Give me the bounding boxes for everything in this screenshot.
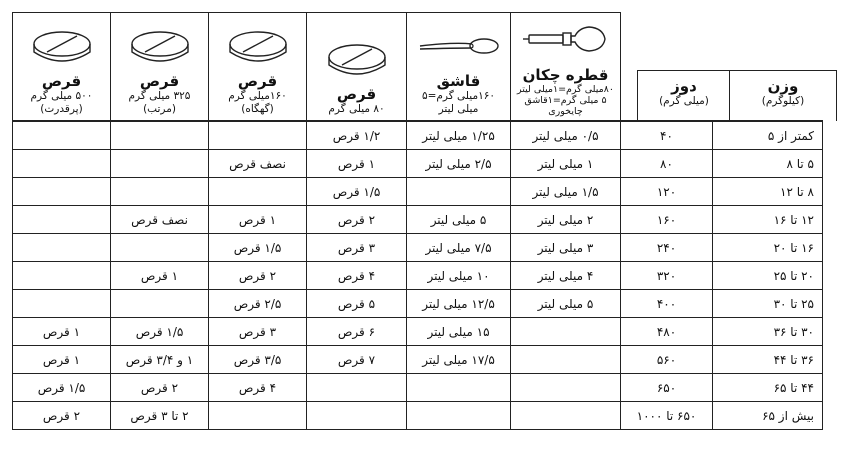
cell-tab80 xyxy=(307,374,407,402)
cell-dose: ۱۲۰ xyxy=(621,178,713,206)
cell-spoon: ۵ میلی لیتر xyxy=(407,206,511,234)
cell-dose: ۶۵۰ xyxy=(621,374,713,402)
cell-weight: ۳۰ تا ۳۶ xyxy=(713,318,823,346)
cell-dose: ۴۸۰ xyxy=(621,318,713,346)
cell-drops: ۱/۵ میلی لیتر xyxy=(511,178,621,206)
cell-weight: ۳۶ تا ۴۴ xyxy=(713,346,823,374)
table-row xyxy=(13,290,823,318)
cell-spoon: ۷/۵ میلی لیتر xyxy=(407,234,511,262)
table-row xyxy=(13,346,823,374)
table-row xyxy=(13,262,823,290)
spoon-sub2: میلی لیتر xyxy=(438,103,479,115)
cell-tab325 xyxy=(111,234,209,262)
cell-tab500: ۱ قرص xyxy=(13,318,111,346)
cell-dose: ۲۴۰ xyxy=(621,234,713,262)
cell-tab80: ۱ قرص xyxy=(307,150,407,178)
cell-weight: کمتر از ۵ xyxy=(713,122,823,150)
cell-tab80: ۷ قرص xyxy=(307,346,407,374)
cell-tab80: ۶ قرص xyxy=(307,318,407,346)
spoon-icon xyxy=(407,22,510,68)
tablet-icon xyxy=(111,22,208,68)
cell-drops: ۱ میلی لیتر xyxy=(511,150,621,178)
cell-spoon: ۱/۲۵ میلی لیتر xyxy=(407,122,511,150)
cell-tab325: ۲ قرص xyxy=(111,374,209,402)
cell-dose: ۳۲۰ xyxy=(621,262,713,290)
cell-drops: ۲ میلی لیتر xyxy=(511,206,621,234)
drops-title: قطره چکان xyxy=(522,66,609,84)
cell-tab80 xyxy=(307,402,407,430)
cell-drops: ۵ میلی لیتر xyxy=(511,290,621,318)
cell-tab160 xyxy=(209,122,307,150)
cell-drops: ۴ میلی لیتر xyxy=(511,262,621,290)
cell-spoon: ۱۵ میلی لیتر xyxy=(407,318,511,346)
cell-spoon: ۲/۵ میلی لیتر xyxy=(407,150,511,178)
spoon-sub1: ۱۶۰میلی گرم=۵ xyxy=(421,90,495,102)
cell-dose: ۸۰ xyxy=(621,150,713,178)
tablet-icon xyxy=(307,35,406,81)
cell-spoon: ۱۲/۵ میلی لیتر xyxy=(407,290,511,318)
header-spoon xyxy=(407,13,511,121)
cell-drops xyxy=(511,346,621,374)
table-row xyxy=(13,206,823,234)
cell-tab160 xyxy=(209,402,307,430)
cell-tab325 xyxy=(111,178,209,206)
cell-tab80: ۱/۲ قرص xyxy=(307,122,407,150)
cell-tab160: ۳ قرص xyxy=(209,318,307,346)
table-row xyxy=(13,122,823,150)
cell-tab500 xyxy=(13,206,111,234)
cell-dose: ۶۵۰ تا ۱۰۰۰ xyxy=(621,402,713,430)
tab500-sub1: ۵۰۰ میلی گرم xyxy=(30,90,93,102)
tab160-sub2: (گهگاه) xyxy=(241,103,274,115)
cell-tab80: ۴ قرص xyxy=(307,262,407,290)
cell-weight: ۱۲ تا ۱۶ xyxy=(713,206,823,234)
weight-header-cell xyxy=(729,70,837,121)
cell-tab160 xyxy=(209,178,307,206)
dosage-body xyxy=(12,121,823,430)
cell-dose: ۱۶۰ xyxy=(621,206,713,234)
cell-tab160: نصف قرص xyxy=(209,150,307,178)
cell-tab325 xyxy=(111,150,209,178)
cell-spoon xyxy=(407,402,511,430)
drops-sub1: ۸۰میلی گرم=۱میلی لیتر xyxy=(517,84,614,95)
cell-tab500 xyxy=(13,178,111,206)
table-row xyxy=(13,178,823,206)
header-tab160 xyxy=(209,13,307,121)
cell-dose: ۴۰ xyxy=(621,122,713,150)
cell-dose: ۴۰۰ xyxy=(621,290,713,318)
cell-weight: بیش از ۶۵ xyxy=(713,402,823,430)
cell-tab500 xyxy=(13,234,111,262)
tab80-sub1: ۸۰ میلی گرم xyxy=(328,103,385,115)
cell-tab325: ۱/۵ قرص xyxy=(111,318,209,346)
weight-sub: (کیلوگرم) xyxy=(761,95,805,107)
cell-tab160: ۲ قرص xyxy=(209,262,307,290)
drops-sub2: ۵ میلی گرم=۱قاشق xyxy=(524,95,607,106)
cell-weight: ۴۴ تا ۶۵ xyxy=(713,374,823,402)
cell-tab500: ۱ قرص xyxy=(13,346,111,374)
cell-spoon xyxy=(407,374,511,402)
cell-spoon xyxy=(407,178,511,206)
cell-tab500 xyxy=(13,290,111,318)
cell-tab325 xyxy=(111,290,209,318)
dose-sub: (میلی گرم) xyxy=(659,95,709,107)
cell-spoon: ۱۰ میلی لیتر xyxy=(407,262,511,290)
cell-tab160: ۱ قرص xyxy=(209,206,307,234)
header-drops xyxy=(511,13,621,121)
dose-title: دوز xyxy=(671,77,697,95)
header-tab325 xyxy=(111,13,209,121)
spoon-title: قاشق xyxy=(436,72,481,90)
cell-tab80: ۳ قرص xyxy=(307,234,407,262)
cell-tab80: ۵ قرص xyxy=(307,290,407,318)
cell-tab160: ۲/۵ قرص xyxy=(209,290,307,318)
cell-drops xyxy=(511,374,621,402)
header-tab500 xyxy=(13,13,111,121)
cell-tab325 xyxy=(111,122,209,150)
cell-tab325: ۲ تا ۳ قرص xyxy=(111,402,209,430)
tab500-sub2: (پرقدرت) xyxy=(40,103,83,115)
tab80-title: قرص xyxy=(336,85,377,103)
cell-weight: ۱۶ تا ۲۰ xyxy=(713,234,823,262)
table-row xyxy=(13,234,823,262)
table-row xyxy=(13,374,823,402)
tab500-title: قرص xyxy=(41,72,82,90)
cell-tab80: ۲ قرص xyxy=(307,206,407,234)
cell-tab500: ۱/۵ قرص xyxy=(13,374,111,402)
cell-tab325: نصف قرص xyxy=(111,206,209,234)
cell-tab500 xyxy=(13,150,111,178)
cell-tab160: ۳/۵ قرص xyxy=(209,346,307,374)
tab160-sub1: ۱۶۰میلی گرم xyxy=(228,90,287,102)
cell-tab500 xyxy=(13,122,111,150)
cell-tab500: ۲ قرص xyxy=(13,402,111,430)
cell-dose: ۵۶۰ xyxy=(621,346,713,374)
drops-sub3: چایخوری xyxy=(548,106,583,117)
cell-spoon: ۱۷/۵ میلی لیتر xyxy=(407,346,511,374)
cell-weight: ۲۵ تا ۳۰ xyxy=(713,290,823,318)
cell-drops: ۰/۵ میلی لیتر xyxy=(511,122,621,150)
cell-tab80: ۱/۵ قرص xyxy=(307,178,407,206)
cell-tab160: ۱/۵ قرص xyxy=(209,234,307,262)
tablet-icon xyxy=(209,22,306,68)
dropper-icon xyxy=(511,16,620,62)
cell-tab160: ۴ قرص xyxy=(209,374,307,402)
cell-tab325: ۱ قرص xyxy=(111,262,209,290)
cell-weight: ۲۰ تا ۲۵ xyxy=(713,262,823,290)
header-tab80 xyxy=(307,13,407,121)
tab160-title: قرص xyxy=(237,72,278,90)
table-row xyxy=(13,402,823,430)
table-row xyxy=(13,318,823,346)
cell-drops xyxy=(511,318,621,346)
tab325-sub1: ۳۲۵ میلی گرم xyxy=(128,90,191,102)
cell-weight: ۸ تا ۱۲ xyxy=(713,178,823,206)
cell-weight: ۵ تا ۸ xyxy=(713,150,823,178)
weight-title: وزن xyxy=(767,77,799,95)
table-row xyxy=(13,150,823,178)
cell-tab500 xyxy=(13,262,111,290)
tablet-icon xyxy=(13,22,110,68)
tab325-title: قرص xyxy=(139,72,180,90)
tab325-sub2: (مرتب) xyxy=(143,103,176,115)
cell-drops: ۳ میلی لیتر xyxy=(511,234,621,262)
cell-tab325: ۱ و ۳/۴ قرص xyxy=(111,346,209,374)
cell-drops xyxy=(511,402,621,430)
dose-header-cell xyxy=(637,70,730,121)
